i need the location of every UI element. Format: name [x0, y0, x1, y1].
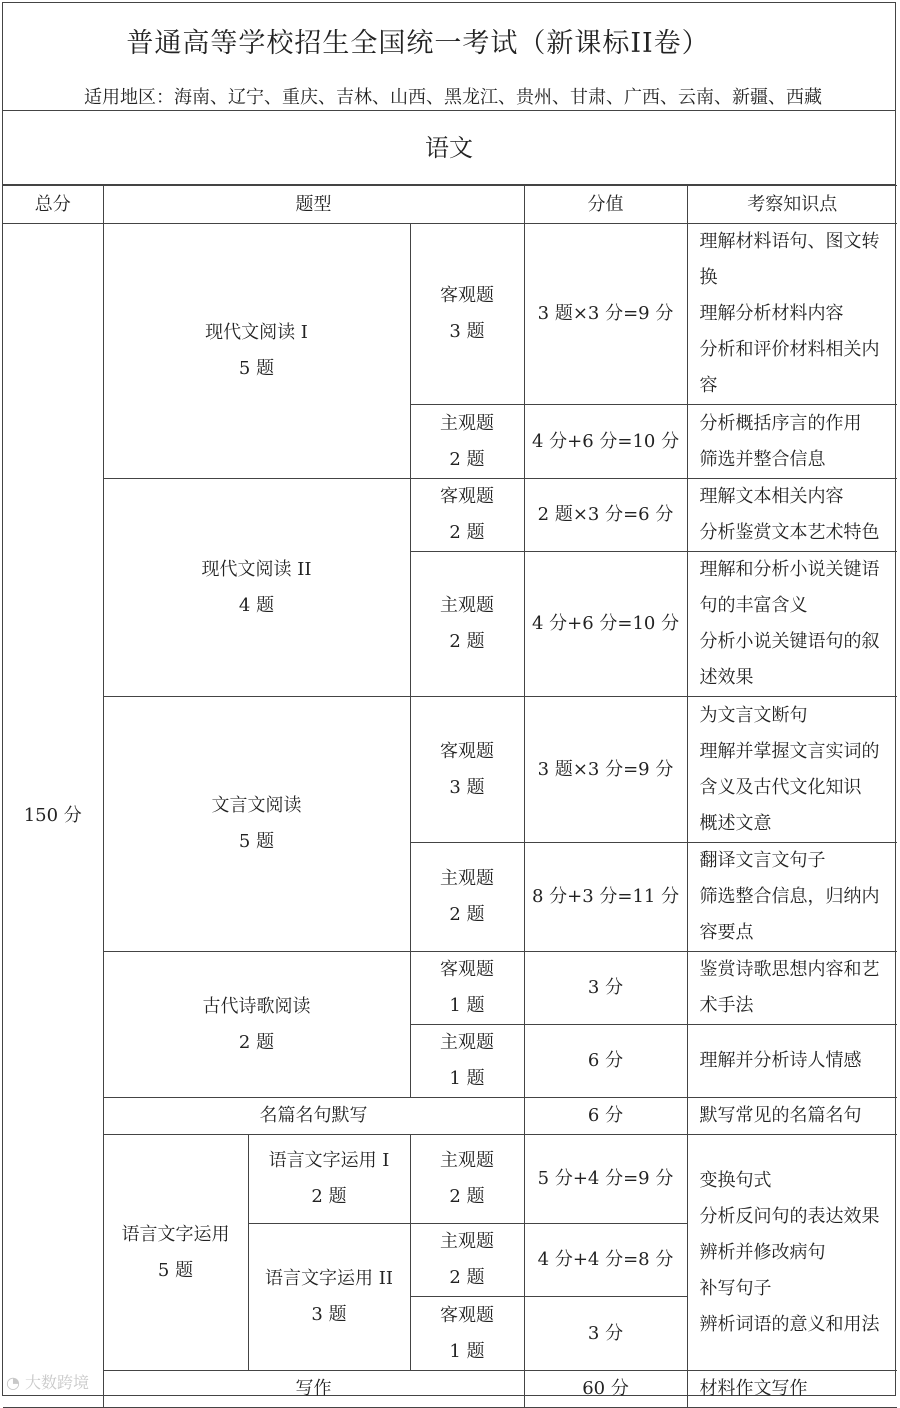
score-value: 4 分+6 分=10 分: [524, 405, 687, 479]
table-header-row: [3, 186, 897, 224]
table-row: [3, 224, 897, 405]
subject-title: 语文: [3, 111, 895, 185]
knowledge-points: 材料作文写作: [687, 1371, 897, 1408]
knowledge-points: 分析概括序言的作用 筛选并整合信息: [687, 405, 897, 479]
column-header-score: 分值: [524, 186, 687, 224]
question-kind: 主观题 2 题: [410, 552, 524, 697]
score-value: 3 分: [524, 1297, 687, 1371]
question-kind: 客观题 2 题: [410, 479, 524, 552]
section-name: 现代文阅读 II 4 题: [103, 479, 410, 697]
section-name: 现代文阅读 I 5 题: [103, 224, 410, 479]
score-value: 6 分: [524, 1098, 687, 1135]
knowledge-points: 默写常见的名篇名句: [687, 1098, 897, 1135]
section-name: 写作: [103, 1371, 524, 1408]
header: [3, 3, 895, 111]
section-name: 语言文字运用 5 题: [103, 1135, 248, 1371]
score-value: 60 分: [524, 1371, 687, 1408]
score-value: 6 分: [524, 1025, 687, 1098]
score-value: 3 题×3 分=9 分: [524, 224, 687, 405]
score-value: 8 分+3 分=11 分: [524, 843, 687, 952]
question-kind: 主观题 2 题: [410, 1135, 524, 1224]
watermark-logo-icon: ◔: [6, 1373, 26, 1392]
question-kind: 主观题 2 题: [410, 843, 524, 952]
column-header-total: 总分: [3, 186, 103, 224]
question-kind: 客观题 3 题: [410, 697, 524, 843]
section-name: 文言文阅读 5 题: [103, 697, 410, 952]
knowledge-points: 理解并分析诗人情感: [687, 1025, 897, 1098]
total-score: 150 分: [3, 224, 103, 1408]
table-row: [3, 697, 897, 843]
knowledge-points: 鉴赏诗歌思想内容和艺 术手法: [687, 952, 897, 1025]
question-kind: 主观题 2 题: [410, 405, 524, 479]
page-title: 普通高等学校招生全国统一考试（新课标II卷）: [126, 28, 710, 59]
exam-spec-sheet: [2, 2, 896, 1399]
knowledge-points: 为文言文断句 理解并掌握文言实词的 含义及古代文化知识 概述文意: [687, 697, 897, 843]
table-row: [3, 1371, 897, 1408]
knowledge-points: 理解材料语句、图文转 换 理解分析材料内容 分析和评价材料相关内 容: [687, 224, 897, 405]
knowledge-points: 理解文本相关内容 分析鉴赏文本艺术特色: [687, 479, 897, 552]
knowledge-points: 翻译文言文句子 筛选整合信息，归纳内 容要点: [687, 843, 897, 952]
question-kind: 主观题 2 题: [410, 1224, 524, 1297]
table-row: [3, 479, 897, 552]
table-row: [3, 1098, 897, 1135]
question-kind: 客观题 1 题: [410, 952, 524, 1025]
score-value: 5 分+4 分=9 分: [524, 1135, 687, 1224]
subsection-name: 语言文字运用 II 3 题: [248, 1224, 410, 1371]
score-value: 4 分+6 分=10 分: [524, 552, 687, 697]
exam-structure-table: [3, 185, 897, 1408]
table-row: [3, 1135, 897, 1224]
section-name: 名篇名句默写: [103, 1098, 524, 1135]
question-kind: 客观题 3 题: [410, 224, 524, 405]
score-value: 4 分+4 分=8 分: [524, 1224, 687, 1297]
subsection-name: 语言文字运用 I 2 题: [248, 1135, 410, 1224]
knowledge-points: 变换句式 分析反问句的表达效果 辨析并修改病句 补写句子 辨析词语的意义和用法: [687, 1135, 897, 1371]
section-name: 古代诗歌阅读 2 题: [103, 952, 410, 1098]
question-kind: 客观题 1 题: [410, 1297, 524, 1371]
score-value: 3 分: [524, 952, 687, 1025]
score-value: 3 题×3 分=9 分: [524, 697, 687, 843]
watermark: ◔ 大数跨境: [6, 1373, 90, 1392]
applicable-regions: 适用地区：海南、辽宁、重庆、吉林、山西、黑龙江、贵州、甘肃、广西、云南、新疆、西藏: [84, 87, 822, 108]
score-value: 2 题×3 分=6 分: [524, 479, 687, 552]
column-header-type: 题型: [103, 186, 524, 224]
column-header-knowledge: 考察知识点: [687, 186, 897, 224]
table-row: [3, 952, 897, 1025]
knowledge-points: 理解和分析小说关键语 句的丰富含义 分析小说关键语句的叙 述效果: [687, 552, 897, 697]
question-kind: 主观题 1 题: [410, 1025, 524, 1098]
